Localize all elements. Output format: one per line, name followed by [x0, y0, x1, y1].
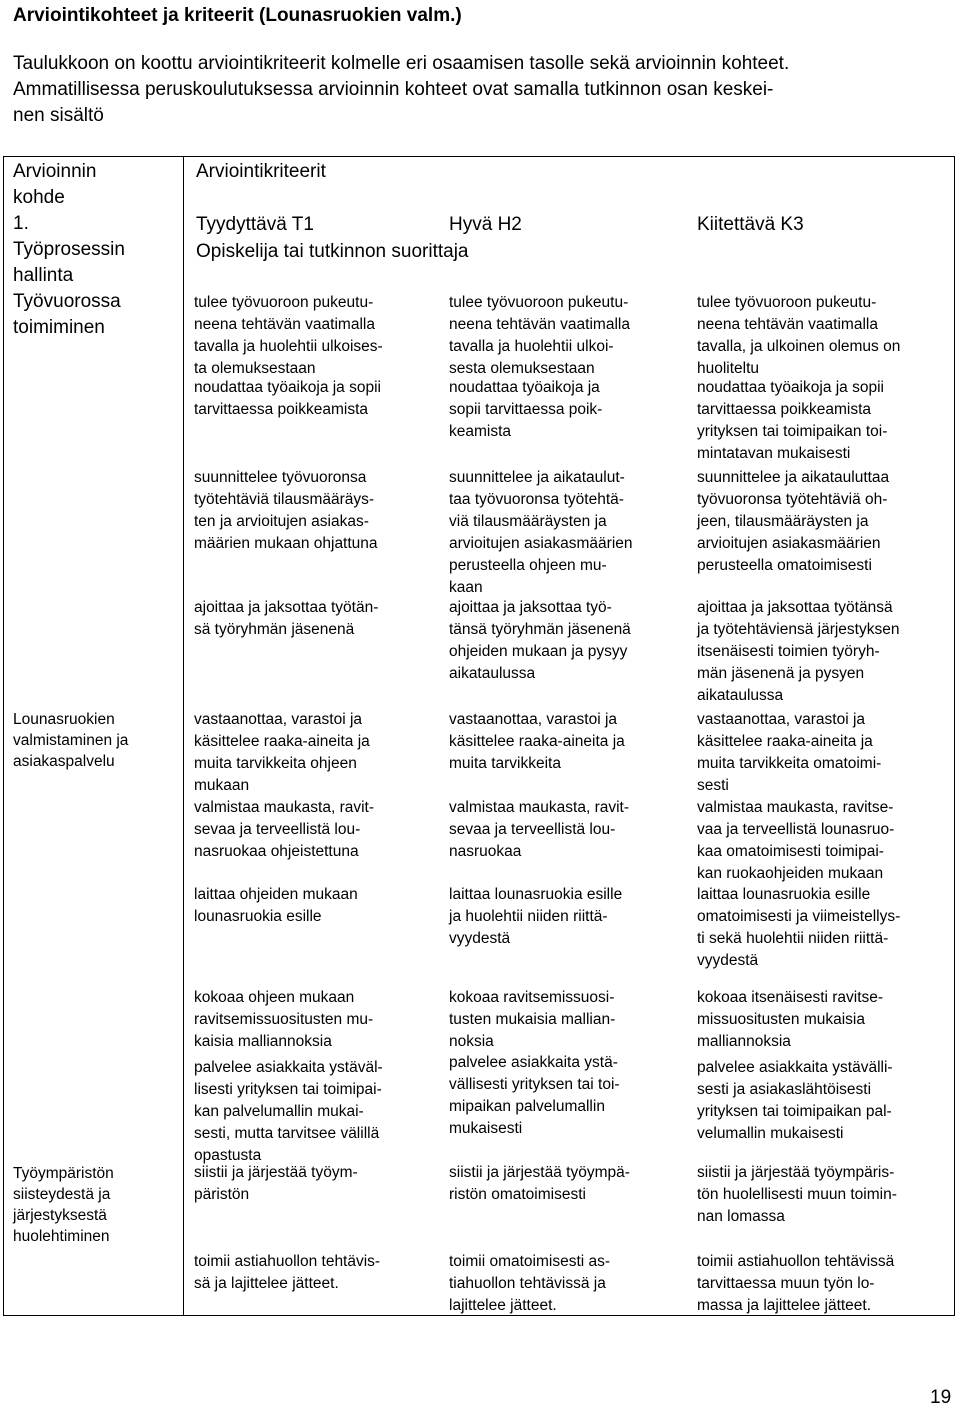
criterion-k3-5: vastaanottaa, varastoi ja käsittelee raaka-aineita ja muita tarvikkeita omatoimi- sesti [697, 711, 882, 794]
criterion-h2-3: suunnittelee ja aikataulut- taa työvuoronsa työtehtä- viä tilausmääräysten ja arvioitujen asiakasmäärien perusteella ohjeen mu- kaan [449, 469, 633, 596]
side-label-lunch-preparation [13, 709, 128, 772]
side-label-line: huolehtiminen [13, 1228, 110, 1245]
criterion-h2-7: laittaa lounasruokia esille ja huolehtii niiden riittä- vyydestä [449, 886, 623, 947]
intro-line: Taulukkoon on koottu arviointikriteerit kolmelle eri osaamisen tasolle sekä arvioinnin kohteet. [13, 53, 790, 74]
criterion-k3-1: tulee työvuoroon pukeutu- neena tehtävän vaatimalla tavalla, ja ulkoinen olemus on huoliteltu [697, 294, 901, 377]
side-label-line: Työympäristön [13, 1165, 114, 1182]
side-label-work-environment [13, 1163, 114, 1247]
criterion-t1-5: vastaanottaa, varastoi ja käsittelee raaka-aineita ja muita tarvikkeita ohjeen mukaan [194, 711, 370, 794]
criterion-t1-1: tulee työvuoroon pukeutu- neena tehtävän vaatimalla tavalla ja huolehtii ulkoises- ta olemuksestaan [194, 294, 383, 377]
intro-paragraph [13, 51, 943, 129]
criterion-t1-4: ajoittaa ja jaksottaa työtän- sä työryhmän jäsenenä [194, 599, 379, 638]
page-heading: Arviointikohteet ja kriteerit (Lounasruokien valm.) [13, 5, 462, 26]
table-column-divider [183, 157, 184, 1315]
side-label-line: siisteydestä ja [13, 1186, 111, 1203]
area-number: 1. [13, 213, 29, 234]
side-label-line: valmistaminen ja [13, 732, 129, 749]
criterion-t1-10: siistii ja järjestää työym- päristön [194, 1164, 358, 1203]
area-title-line: hallinta [13, 265, 74, 286]
criterion-k3-3: suunnittelee ja aikatauluttaa työvuoronsa työtehtäviä oh- jeen, tilausmääräysten ja arvioitujen asiakasmäärien perusteella omatoimisesti [697, 469, 890, 574]
intro-line: Ammatillisessa peruskoulutuksessa arvioinnin kohteet ovat samalla tutkinnon osan keskei- [13, 79, 774, 100]
criterion-h2-1: tulee työvuoroon pukeutu- neena tehtävän vaatimalla tavalla ja huolehtii ulkoi- sesta olemuksestaan [449, 294, 630, 377]
criterion-t1-2: noudattaa työaikoja ja sopii tarvittaessa poikkeamista [194, 379, 381, 418]
criterion-t1-6: valmistaa maukasta, ravit- sevaa ja terveellistä lou- nasruokaa ohjeistettuna [194, 799, 375, 860]
intro-line: nen sisältö [13, 105, 104, 126]
criterion-t1-3: suunnittelee työvuoronsa työtehtäviä tilausmääräys- ten ja arvioitujen asiakas- määrien mukaan ohjattuna [194, 469, 378, 552]
side-label-line: järjestyksestä [13, 1207, 107, 1224]
criterion-h2-4: ajoittaa ja jaksottaa työ- tänsä työryhmän jäsenenä ohjeiden mukaan ja pysyy aikataulussa [449, 599, 631, 682]
criterion-k3-9: palvelee asiakkaita ystävälli- sesti ja asiakaslähtöisesti yrityksen tai toimipaikan pal- velumallin mukaisesti [697, 1059, 893, 1142]
criterion-k3-7: laittaa lounasruokia esille omatoimisesti ja viimeistellys- ti sekä huolehtii niiden riittä- vyydestä [697, 886, 901, 969]
criterion-k3-10: siistii ja järjestää työympäris- tön huolellisesti muun toimin- nan lomassa [697, 1164, 897, 1225]
criterion-k3-6: valmistaa maukasta, ravitse- vaa ja terveellistä lounasruo- kaa omatoimisesti toimipai- kan ruokaohjeiden mukaan [697, 799, 895, 882]
criterion-k3-2: noudattaa työaikoja ja sopii tarvittaessa poikkeamista yrityksen tai toimipaikan toi- mintatavan mukaisesti [697, 379, 888, 462]
criterion-h2-11: toimii omatoimisesti as- tiahuollon tehtävissä ja lajittelee jätteet. [449, 1253, 611, 1314]
level-h2: Hyvä H2 [449, 214, 522, 235]
side-label-line: asiakaspalvelu [13, 753, 115, 770]
criterion-k3-4: ajoittaa ja jaksottaa työtänsä ja työtehtäviensä järjestyksen itsenäisesti toimien työryh- män jäsenenä ja pysyen aikataulussa [697, 599, 900, 704]
criterion-t1-8: kokoaa ohjeen mukaan ravitsemissuositusten mu- kaisia malliannoksia [194, 989, 374, 1050]
area-heading [13, 211, 125, 341]
criterion-h2-2: noudattaa työaikoja ja sopii tarvittaessa poik- keamista [449, 379, 603, 440]
performer-label: Opiskelija tai tutkinnon suorittaja [196, 241, 469, 262]
criterion-h2-9: palvelee asiakkaita ystä- vällisesti yrityksen tai toi- mipaikan palvelumallin mukaisesti [449, 1054, 620, 1137]
header-assessment-target [13, 159, 96, 211]
level-t1: Tyydyttävä T1 [196, 214, 314, 235]
criterion-k3-8: kokoaa itsenäisesti ravitse- missuositusten mukaisia malliannoksia [697, 989, 884, 1050]
header-criteria: Arviointikriteerit [196, 161, 326, 182]
criterion-h2-10: siistii ja järjestää työympä- ristön omatoimisesti [449, 1164, 630, 1203]
page-number: 19 [930, 1387, 952, 1408]
assessment-table [3, 156, 955, 1316]
criterion-t1-9: palvelee asiakkaita ystäväl- lisesti yrityksen tai toimipai- kan palvelumallin mukai- sesti, mutta tarvitsee välillä opastusta [194, 1059, 383, 1164]
criterion-t1-7: laittaa ohjeiden mukaan lounasruokia esille [194, 886, 358, 925]
side-label-line: Lounasruokien [13, 711, 115, 728]
header-line: kohde [13, 187, 65, 208]
criterion-h2-6: valmistaa maukasta, ravit- sevaa ja terveellistä lou- nasruokaa [449, 799, 630, 860]
area-title-line: Työprosessin [13, 239, 125, 260]
header-line: Arvioinnin [13, 161, 97, 182]
criterion-t1-11: toimii astiahuollon tehtävis- sä ja lajittelee jätteet. [194, 1253, 381, 1292]
criterion-h2-5: vastaanottaa, varastoi ja käsittelee raaka-aineita ja muita tarvikkeita [449, 711, 625, 772]
criterion-h2-8: kokoaa ravitsemissuosi- tusten mukaisia mallian- noksia [449, 989, 616, 1050]
side-label-line: Työvuorossa [13, 291, 121, 312]
side-label-line: toimiminen [13, 317, 105, 338]
criterion-k3-11: toimii astiahuollon tehtävissä tarvittaessa muun työn lo- massa ja lajittelee jätteet. [697, 1253, 895, 1314]
level-k3: Kiitettävä K3 [697, 214, 804, 235]
